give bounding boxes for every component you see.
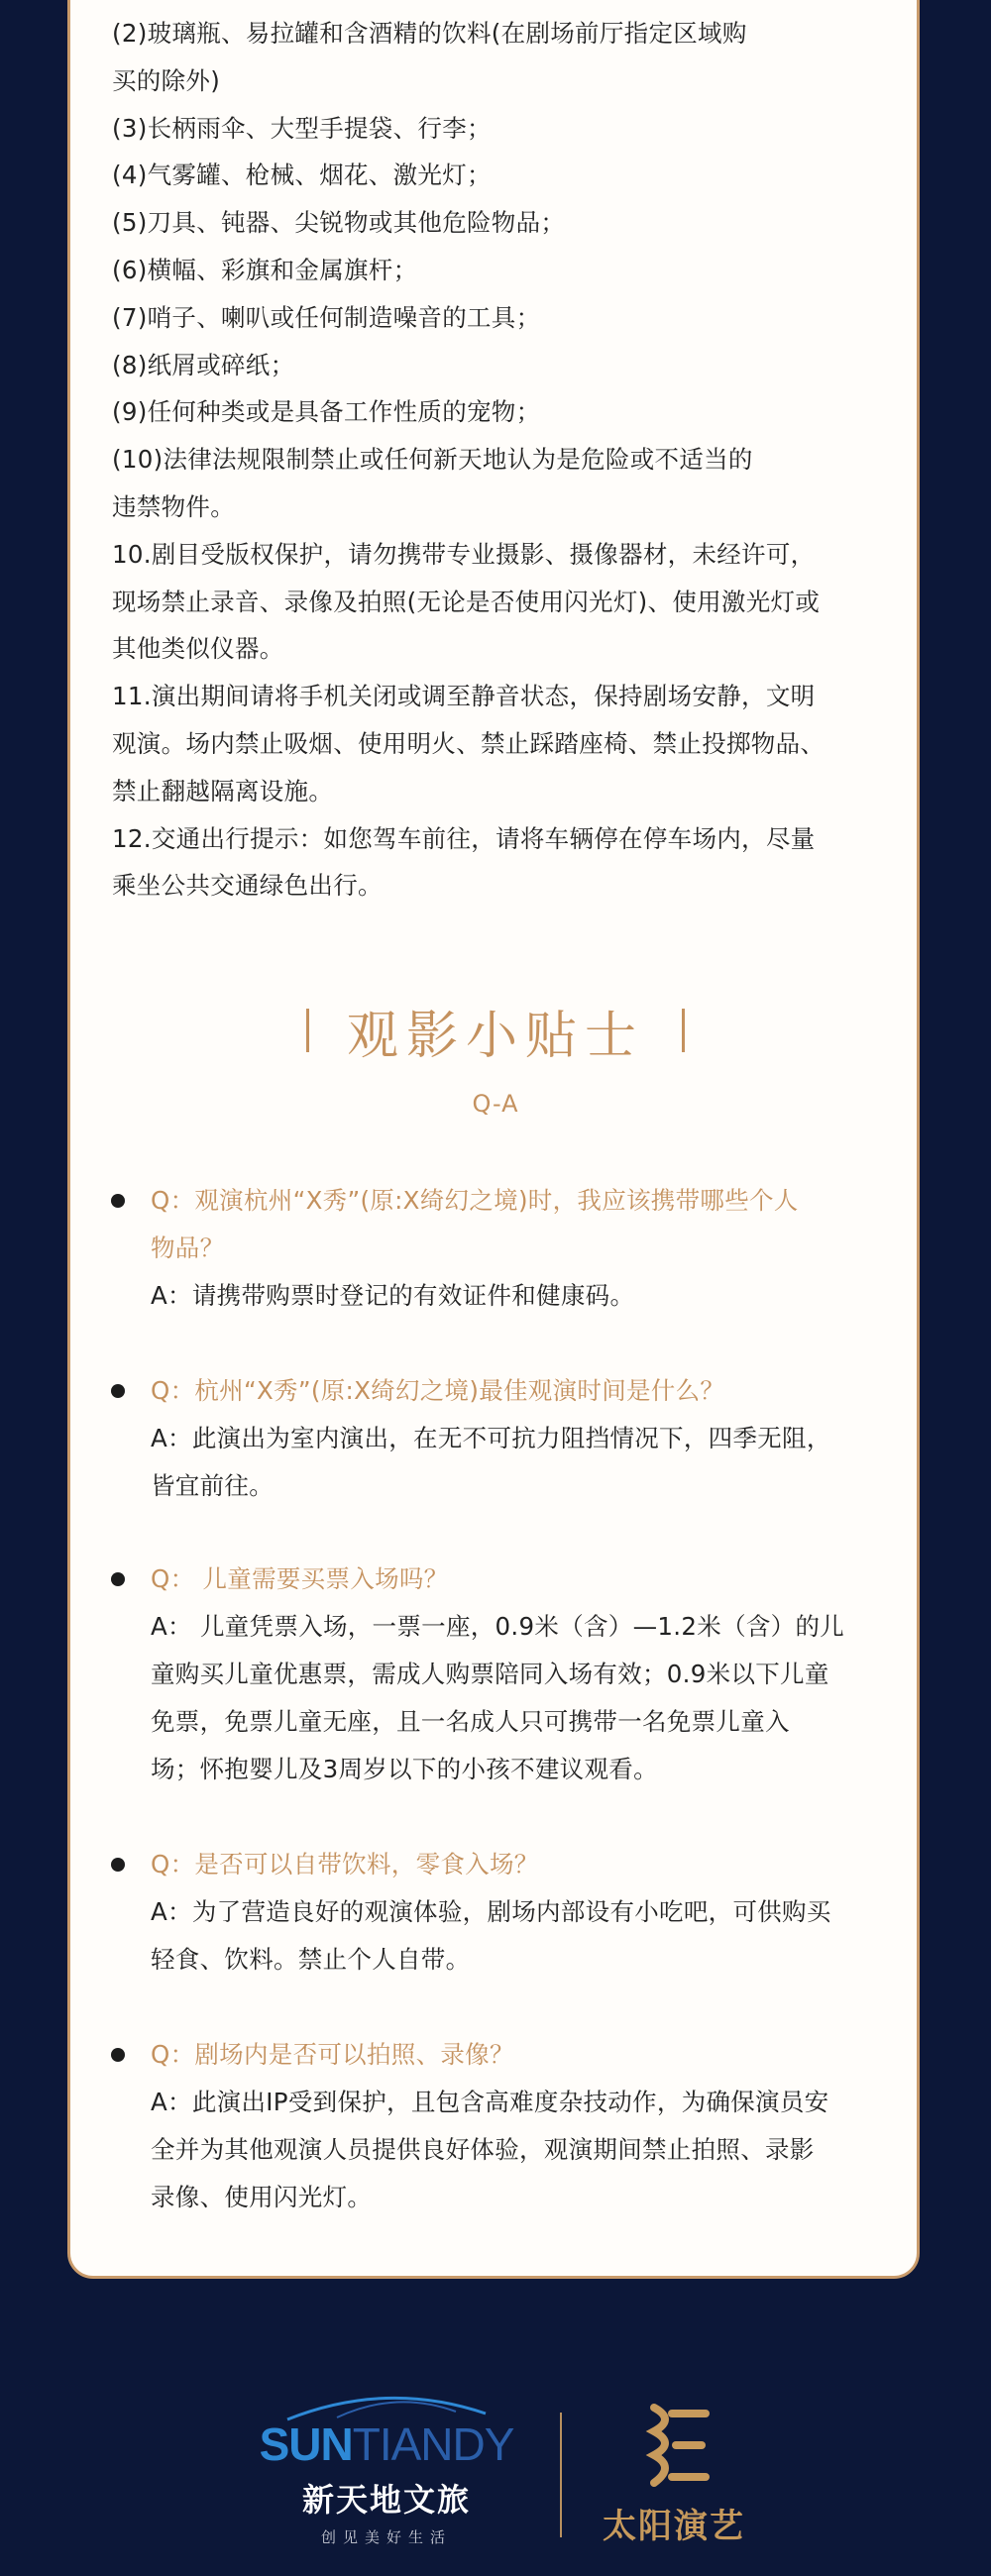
- question-text: Q： 儿童需要买票入场吗？: [151, 1564, 449, 1593]
- rule-line: (8)纸屑或碎纸；: [112, 350, 295, 379]
- rule-line: 现场禁止录音、录像及拍照(无论是否使用闪光灯)、使用激光灯或: [112, 587, 821, 616]
- rule-line: (3)长柄雨伞、大型手提袋、行李；: [112, 113, 492, 143]
- section-header: [0, 991, 991, 1070]
- rule-line: 禁止翻越隔离设施。: [112, 776, 334, 805]
- taiyang-logo: [595, 2398, 753, 2547]
- answer-text: 免票，免票儿童无座，且一名成人只可携带一名免票儿童入: [151, 1707, 790, 1736]
- bullet-icon: [111, 1384, 125, 1398]
- section-title: 观影小贴士: [346, 1006, 644, 1066]
- answer-text: A：此演出为室内演出，在无不可抗力阻挡情况下，四季无阻，: [151, 1424, 831, 1452]
- rule-line: 观演。场内禁止吸烟、使用明火、禁止踩踏座椅、禁止投掷物品、: [112, 728, 826, 758]
- qa-item: [109, 1556, 892, 1793]
- answer-text: A：此演出IP受到保护，且包含高难度杂技动作，为确保演员安: [151, 2088, 829, 2116]
- answer-text: 场；怀抱婴儿及3周岁以下的小孩不建议观看。: [151, 1755, 658, 1783]
- rule-line: 乘坐公共交通绿色出行。: [112, 871, 383, 901]
- footer: [0, 2378, 991, 2576]
- rule-line: 11.演出期间请将手机关闭或调至静音状态，保持剧场安静，文明: [112, 682, 816, 711]
- footer-divider: [560, 2413, 562, 2537]
- question-text: Q：剧场内是否可以拍照、录像？: [151, 2040, 514, 2069]
- qa-item: [109, 1177, 892, 1320]
- bullet-icon: [111, 2048, 125, 2062]
- rule-line: (2)玻璃瓶、易拉罐和含酒精的饮料(在剧场前厅指定区域购: [112, 19, 747, 48]
- rule-line: 违禁物件。: [112, 491, 235, 521]
- answer-text: 童购买儿童优惠票，需成人购票陪同入场有效；0.9米以下儿童: [151, 1660, 829, 1688]
- suntiandy-logo: [248, 2388, 525, 2547]
- rules-list: [112, 10, 885, 910]
- answer-text: A：为了营造良好的观演体验，剧场内部设有小吃吧，可供购买: [151, 1897, 831, 1926]
- answer-text: 轻食、饮料。禁止个人自带。: [151, 1945, 471, 1974]
- answer-text: 全并为其他观演人员提供良好体验，观演期间禁止拍照、录影: [151, 2135, 815, 2164]
- question-text: Q：杭州“X秀”(原:X绮幻之境)最佳观演时间是什么？: [151, 1376, 725, 1405]
- rule-line: 其他类似仪器。: [112, 634, 284, 664]
- suntiandy-slogan: 创见美好生活: [320, 2528, 452, 2546]
- suntiandy-chinese-name: 新天地文旅: [301, 2481, 471, 2519]
- qa-item: [109, 1367, 892, 1510]
- rule-line: 10.剧目受版权保护，请勿携带专业摄影、摄像器材，未经许可，: [112, 539, 816, 569]
- answer-text: 皆宜前往。: [151, 1471, 274, 1500]
- bullet-icon: [111, 1572, 125, 1586]
- answer-text: A：请携带购票时登记的有效证件和健康码。: [151, 1281, 635, 1310]
- rule-line: 12.交通出行提示：如您驾车前往，请将车辆停在停车场内，尽量: [112, 823, 816, 853]
- rule-line: (6)横幅、彩旗和金属旗杆；: [112, 255, 418, 284]
- rule-line: (7)哨子、喇叭或任何制造噪音的工具；: [112, 302, 541, 332]
- question-text: Q：观演杭州“X秀”(原:X绮幻之境)时，我应该携带哪些个人: [151, 1186, 799, 1215]
- bullet-icon: [111, 1194, 125, 1208]
- answer-text: 录像、使用闪光灯。: [151, 2183, 373, 2211]
- bullet-icon: [111, 1858, 125, 1872]
- rule-line: (4)气雾罐、枪械、烟花、激光灯；: [112, 161, 492, 190]
- answer-text: A： 儿童凭票入场，一票一座，0.9米（含）—1.2米（含）的儿: [151, 1612, 845, 1641]
- title-bar-left: [306, 1009, 309, 1052]
- qa-item: [109, 1841, 892, 1984]
- suntiandy-wordmark: SUNTIANDY: [259, 2418, 514, 2470]
- question-text: 物品？: [151, 1234, 225, 1262]
- rule-line: (10)法律法规限制禁止或任何新天地认为是危险或不适当的: [112, 445, 753, 475]
- rule-line: 买的除外): [112, 65, 221, 95]
- taiyang-chinese-name: 太阳演艺: [603, 2507, 745, 2546]
- qa-item: [109, 2031, 892, 2221]
- rule-line: (9)任何种类或是具备工作性质的宠物；: [112, 397, 541, 427]
- section-subtitle: Q-A: [472, 1090, 519, 1118]
- taiyang-mark-icon: [624, 2398, 723, 2497]
- rule-line: (5)刀具、钝器、尖锐物或其他危险物品；: [112, 208, 566, 238]
- question-text: Q：是否可以自带饮料，零食入场？: [151, 1850, 539, 1878]
- title-bar-right: [682, 1009, 685, 1052]
